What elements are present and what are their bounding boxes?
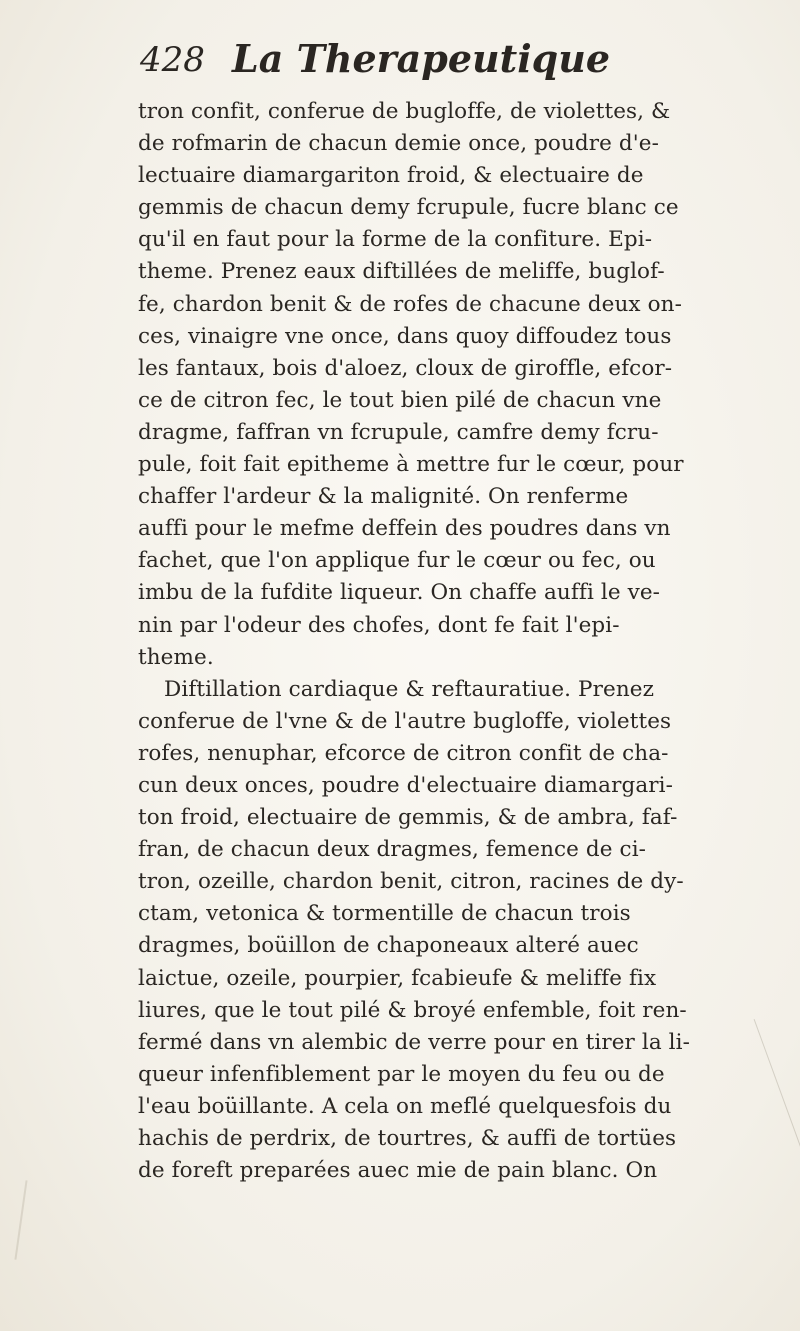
text-line: imbu de la fufdite liqueur. On chaffe auffi le ve- (138, 580, 661, 606)
paper-edge-mark (14, 1180, 27, 1259)
text-line: ton froid, electuaire de gemmis, & de ambra, faf- (138, 805, 678, 831)
text-line: dragmes, boüillon de chaponeaux alteré auec (138, 933, 639, 959)
text-line: fe, chardon benit & de rofes de chacune deux on- (138, 291, 682, 317)
paragraph-start-line: Diftillation cardiaque & reftauratiue. Prenez (164, 676, 655, 702)
text-line: fermé dans vn alembic de verre pour en tirer la li- (138, 1029, 690, 1055)
page-number: 428 (140, 40, 205, 80)
text-line: conferue de l'vne & de l'autre bugloffe, violettes (138, 708, 672, 734)
body-text (138, 96, 778, 1187)
text-line: de rofmarin de chacun demie once, poudre d'e- (138, 131, 659, 157)
text-line: de foreft preparées auec mie de pain blanc. On (138, 1158, 658, 1184)
text-line: lectuaire diamargariton froid, & electuaire de (138, 163, 644, 189)
text-line: dragme, faffran vn fcrupule, camfre demy fcru- (138, 419, 659, 445)
text-line: les fantaux, bois d'aloez, cloux de giroffle, efcor- (138, 355, 673, 381)
text-line: hachis de perdrix, de tourtres, & auffi de tortües (138, 1126, 677, 1151)
text-line: tron, ozeille, chardon benit, citron, racines de dy- (138, 869, 684, 895)
text-line: pule, foit fait epitheme à mettre fur le cœur, pour (138, 452, 684, 478)
text-line: auffi pour le mefme deffein des poudres dans vn (138, 516, 671, 542)
text-line: fachet, que l'on applique fur le cœur ou fec, ou (138, 548, 656, 574)
text-line: liures, que le tout pilé & broyé enfemble, foit ren- (138, 997, 687, 1023)
text-line: gemmis de chacun demy fcrupule, fucre blanc ce (138, 195, 679, 221)
text-line: ces, vinaigre vne once, dans quoy diffoudez tous (138, 323, 672, 349)
text-line: cun deux onces, poudre d'electuaire diamargari- (138, 772, 673, 798)
text-line: theme. Prenez eaux diftillées de meliffe, buglof- (138, 259, 665, 285)
text-line: qu'il en faut pour la forme de la confiture. Epi- (138, 227, 653, 253)
page-header (140, 36, 740, 92)
text-line: fran, de chacun deux dragmes, femence de ci- (138, 837, 647, 863)
text-line: l'eau boüillante. A cela on meflé quelquesfois du (138, 1093, 672, 1119)
text-line: chaffer l'ardeur & la malignité. On renferme (138, 484, 629, 510)
text-line: ce de citron fec, le tout bien pilé de chacun vne (138, 387, 662, 413)
text-line: nin par l'odeur des chofes, dont fe fait l'epi- (138, 612, 620, 638)
text-line: tron confit, conferue de bugloffe, de violettes, & (138, 99, 671, 124)
text-line: ctam, vetonica & tormentille de chacun trois (138, 901, 631, 927)
text-line: queur infenfiblement par le moyen du feu ou de (138, 1061, 665, 1087)
running-title: La Therapeutique (232, 36, 611, 81)
text-line: laictue, ozeile, pourpier, fcabieufe & meliffe fix (138, 965, 657, 991)
text-line: rofes, nenuphar, efcorce de citron confit de cha- (138, 740, 669, 766)
text-line: theme. (138, 644, 214, 670)
